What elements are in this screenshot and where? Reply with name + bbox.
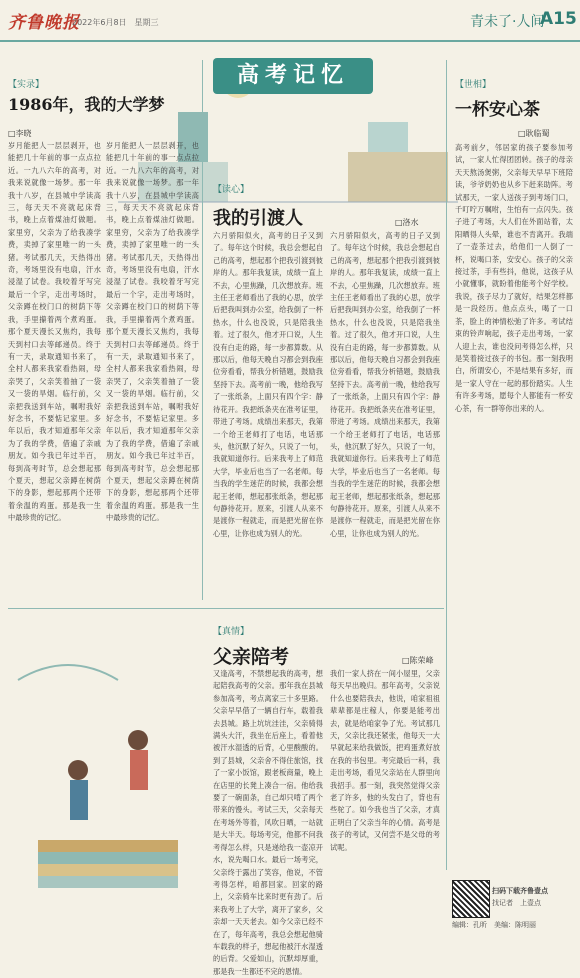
column-divider [446, 60, 447, 870]
article-title: 一杯安心茶 [455, 100, 540, 120]
article-body: 岁月能把人一层层剥开，也能把几十年前的事一点点拉近。一九八六年的高考，对我来说就像一场梦。那一年我十八岁，在县城中学读高三，每天天不亮就起床背书，晚上点着煤油灯做题。家里穷，父亲为了给我凑学费，卖掉了家里唯一的一头猪。考试那几天，天热得出奇，考场里没有电扇，汗水浸湿了试卷。我咬着牙写完最后一个字，走出考场时，父亲蹲在校门口的树荫下等我，手里攥着两个煮鸡蛋。那个夏天漫长又焦灼，我每天到村口去等邮递员。终于有一天，录取通知书来了，全村人都来我家看热闹，母亲哭了，父亲笑着抽了一袋又一袋的旱烟。临行前，父亲把我送到车站，嘱咐我好好念书，不要惦记家里。多年以后，我才知道那年父亲为了我的学费，借遍了亲戚朋友。如今我已年过半百，每到高考时节，总会想起那个夏天，想起父亲蹲在树荫下的身影，想起那两个还带着余温的鸡蛋。那是我一生中最珍贵的记忆。 [106, 141, 199, 523]
article-body: 高考前夕，邻居家的孩子要参加考试，一家人忙得团团转。孩子的母亲天天熬汤煲粥，父亲每天早早下班陪读，爷爷奶奶也从乡下赶来助阵。考试那天，一家人送孩子到考场门口，千叮咛万嘱咐，生怕有一点闪失。孩子进了考场，大人们在外面站着，太阳晒得人头晕，谁也不肯离开。我端了一壶茶过去，给他们一人倒了一杯，说喝口茶，安安心。孩子的父亲接过茶，手有些抖，他说，这孩子从小就懂事，就盼着他能考个好学校。我说，孩子尽力了就好，结果怎样都是一段经历。他点点头，喝了一口茶，脸上的神情松弛了许多。考试结束的铃声响起，孩子走出考场，一家人迎上去，谁也没问考得怎么样，只是笑着接过孩子的书包。那一刻我明白，所谓安心，不是结果有多好，而是一家人守在一起的那份踏实。人生有许多考场，愿每个人都能有一杯安心茶，有一群等你出来的人。 [455, 143, 573, 413]
column-tag: 【真情】 [213, 627, 250, 637]
article-body: 我们一家人挤在一间小屋里，父亲每天早出晚归。那年高考，父亲说什么也要陪我去，他说，咱家祖祖辈辈都是庄稼人，你要是能考出去，就是给咱家争了光。考试那几天，父亲比我还紧张，他每天一大早就起来给我做饭，把鸡蛋煮好放在我的书包里。考完最后一科，我走出考场，看见父亲站在人群里向我招手。那一刻，我突然觉得父亲老了许多，他的头发白了，背也有些驼了。如今我也当了父亲，才真正明白了父亲当年的心情。高考是孩子的考试，又何尝不是父母的考试呢。 [330, 669, 440, 852]
article-body: 又逢高考，不禁想起我的高考，想起陪我高考的父亲。那年我在县城参加高考，考点离家三十多里路。父亲早早借了一辆自行车，载着我去县城。路上坑坑洼洼，父亲骑得满头大汗，我坐在后座上，看着他被汗水湿透的后背，心里酸酸的。到了县城，父亲舍不得住旅馆，找了一家小饭馆，跟老板商量，晚上在店里的长凳上凑合一宿。他给我要了一碗面条，自己却只啃了两个带来的馒头。考试三天，父亲每天在考场外等着，风吹日晒，一站就是大半天。每场考完，他都不问我考得怎么样，只是递给我一壶凉开水，说先喝口水。最后一场考完，父亲终于露出了笑容，他说，不管考得怎样，咱都回家。回家的路上，父亲骑车比来时更有劲了。后来我考上了大学，离开了家乡，父亲却一天天老去。如今父亲已经不在了，每年高考，我总会想起他骑车载我的样子，想起他被汗水湿透的后背。父爱如山，沉默却厚重，那是我一生都还不完的恩情。 [213, 669, 323, 976]
newspaper-logo: 齐鲁晚报 [8, 13, 80, 33]
article-author: □李晓 [8, 129, 32, 138]
students-illustration [8, 640, 203, 925]
column-divider [202, 60, 203, 600]
article-author: □陈荣峰 [402, 656, 434, 665]
page-number: A15 [540, 9, 577, 29]
article-body: 岁月能把人一层层剥开，也能把几十年前的事一点点拉近。一九八六年的高考，对我来说就像一场梦。那一年我十八岁，在县城中学读高三，每天天不亮就起床背书，晚上点着煤油灯做题。家里穷，父亲为了给我凑学费，卖掉了家里唯一的一头猪。考试那几天，天热得出奇，考场里没有电扇，汗水浸湿了试卷。我咬着牙写完最后一个字，走出考场时，父亲蹲在校门口的树荫下等我，手里攥着两个煮鸡蛋。那个夏天漫长又焦灼，我每天到村口去等邮递员。终于有一天，录取通知书来了，全村人都来我家看热闹，母亲哭了，父亲笑着抽了一袋又一袋的旱烟。临行前，父亲把我送到车站，嘱咐我好好念书，不要惦记家里。多年以后，我才知道那年父亲为了我的学费，借遍了亲戚朋友。如今我已年过半百，每到高考时节，总会想起那个夏天，想起父亲蹲在树荫下的身影，想起那两个还带着余温的鸡蛋。那是我一生中最珍贵的记忆。 [8, 141, 101, 523]
article-title: 1986年，我的大学梦 [8, 95, 165, 114]
column-tag: 【世相】 [455, 80, 492, 90]
feature-banner: 高考记忆 [213, 58, 373, 94]
scan-prompt: 扫码下载齐鲁壹点 [492, 887, 548, 895]
article-author: □耿临蜀 [518, 129, 550, 138]
section-divider [8, 608, 444, 609]
page-header [0, 0, 580, 42]
scan-subtitle: 找记者 上壹点 [492, 899, 541, 907]
article-body: 六月骄阳似火，高考的日子又到了。每年这个时候，我总会想起自己的高考，想起那个把我引渡到彼岸的人。那年我复读，成绩一直上不去，心里焦躁，几次想放弃。班主任王老师看出了我的心思，放学后把我叫到办公室，给我倒了一杯热水，什么也没说，只是陪我坐着。过了很久，他才开口说，人生没有白走的路，每一步都算数。从那以后，他每天晚自习都会到我座位旁看看，帮我分析错题，鼓励我坚持下去。高考前一晚，他给我写了一张纸条，上面只有四个字：静待花开。我把纸条夹在准考证里，带进了考场。成绩出来那天，我第一个给王老师打了电话，电话那头，他沉默了好久，只说了一句，我就知道你行。后来我考上了师范大学，毕业后也当了一名老师。每当我的学生迷茫的时候，我都会想起王老师，想起那张纸条，想起那句静待花开。原来，引渡人从来不是渡你一程就走，而是把光留在你心里，让你也成为别人的光。 [330, 231, 440, 538]
article-title: 我的引渡人 [213, 208, 303, 229]
column-tag: 【读心】 [213, 185, 250, 195]
article-author: □洛水 [395, 218, 419, 227]
article-title: 父亲陪考 [213, 646, 290, 668]
article-body: 六月骄阳似火，高考的日子又到了。每年这个时候，我总会想起自己的高考，想起那个把我引渡到彼岸的人。那年我复读，成绩一直上不去，心里焦躁，几次想放弃。班主任王老师看出了我的心思，放学后把我叫到办公室，给我倒了一杯热水，什么也没说，只是陪我坐着。过了很久，他才开口说，人生没有白走的路，每一步都算数。从那以后，他每天晚自习都会到我座位旁看看，帮我分析错题，鼓励我坚持下去。高考前一晚，他给我写了一张纸条，上面只有四个字：静待花开。我把纸条夹在准考证里，带进了考场。成绩出来那天，我第一个给王老师打了电话，电话那头，他沉默了好久，只说了一句，我就知道你行。后来我考上了师范大学，毕业后也当了一名老师。每当我的学生迷茫的时候，我都会想起王老师，想起那张纸条，想起那句静待花开。原来，引渡人从来不是渡你一程就走，而是把光留在你心里，让你也成为别人的光。 [213, 231, 323, 538]
issue-date: 2022年6月8日 星期三 [72, 18, 159, 27]
section-name: 青未了·人间 [470, 14, 545, 30]
column-tag: 【实录】 [8, 80, 45, 90]
editor-credit: 编辑：孔昕 美编：陈明丽 [452, 921, 536, 929]
page-footer [452, 878, 577, 930]
